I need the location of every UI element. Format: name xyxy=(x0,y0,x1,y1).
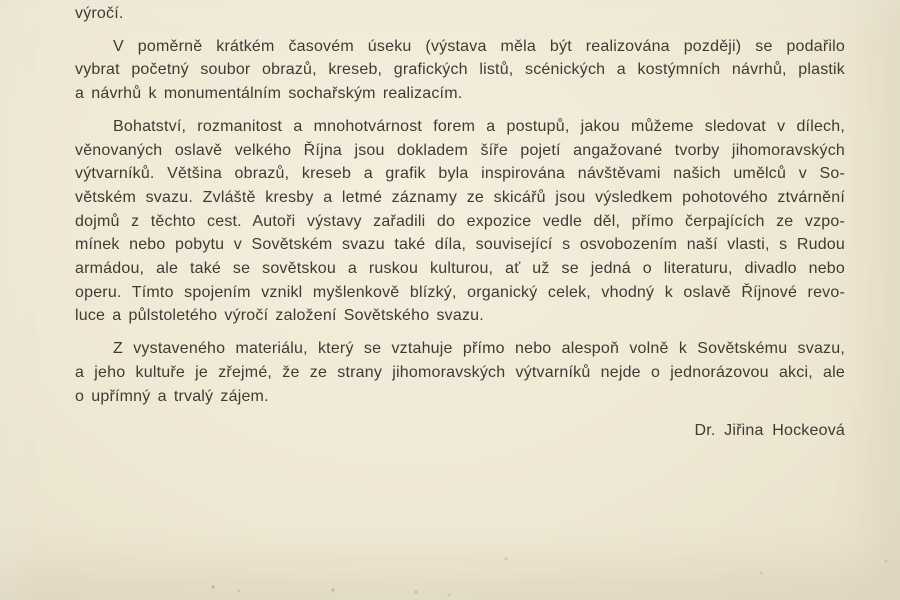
text-line: výtvarníků. Většina obrazů, kreseb a grafik byla inspirována návštěvami našich umělců v So- xyxy=(75,165,845,183)
text-line: věnovaných oslavě velkého Října jsou dokladem šíře pojetí angažované tvorby jihomoravských xyxy=(75,141,845,159)
paragraph xyxy=(75,115,845,328)
text-line: operu. Tímto spojením vznikl myšlenkově blízký, organický celek, vhodný k oslavě Říjnové revo- xyxy=(75,283,845,301)
paragraph xyxy=(75,35,845,106)
text-line: vybrat početný soubor obrazů, kreseb, grafických listů, scénických a kostýmních návrhů, plastik xyxy=(75,61,845,79)
text-line: a návrhů k monumentálním sochařským realizacím. xyxy=(75,85,463,103)
text-line: o upřímný a trvalý zájem. xyxy=(75,387,269,405)
text-line: dojmů z těchto cest. Autoři výstavy zařadili do expozice vedle děl, přímo čerpajících ze vzpo- xyxy=(75,212,845,230)
paragraph xyxy=(75,2,845,26)
text-line: větském svazu. Zvláště kresby a letmé záznamy ze skicářů jsou výsledkem pohotového ztvárnění xyxy=(75,188,845,206)
text-block xyxy=(75,2,845,443)
text-line: armádou, ale také se sovětskou a ruskou kulturou, ať už se jedná o literaturu, divadlo nebo xyxy=(75,260,845,278)
paragraph xyxy=(75,337,845,408)
signature: Dr. Jiřina Hockeová xyxy=(694,422,845,440)
text-line: a jeho kultuře je zřejmé, že ze strany jihomoravských výtvarníků nejde o jednorázovou akci, ale xyxy=(75,363,845,381)
text-line: výročí. xyxy=(75,5,124,22)
paragraphs-container xyxy=(75,2,845,408)
text-line: luce a půlstoletého výročí založení Sovětského svazu. xyxy=(75,307,484,325)
text-line: mínek nebo pobytu v Sovětském svazu také díla, související s osvobozením naší vlasti, s Rudou xyxy=(75,236,845,254)
text-line: V poměrně krátkém časovém úseku (výstava měla být realizována později) se podařilo xyxy=(113,37,845,55)
scan-specks xyxy=(0,0,2,2)
text-line: Z vystaveného materiálu, který se vztahuje přímo nebo alespoň volně k Sovětskému svazu, xyxy=(113,340,845,358)
text-line: Bohatství, rozmanitost a mnohotvárnost forem a postupů, jakou můžeme sledovat v dílech, xyxy=(113,117,845,135)
